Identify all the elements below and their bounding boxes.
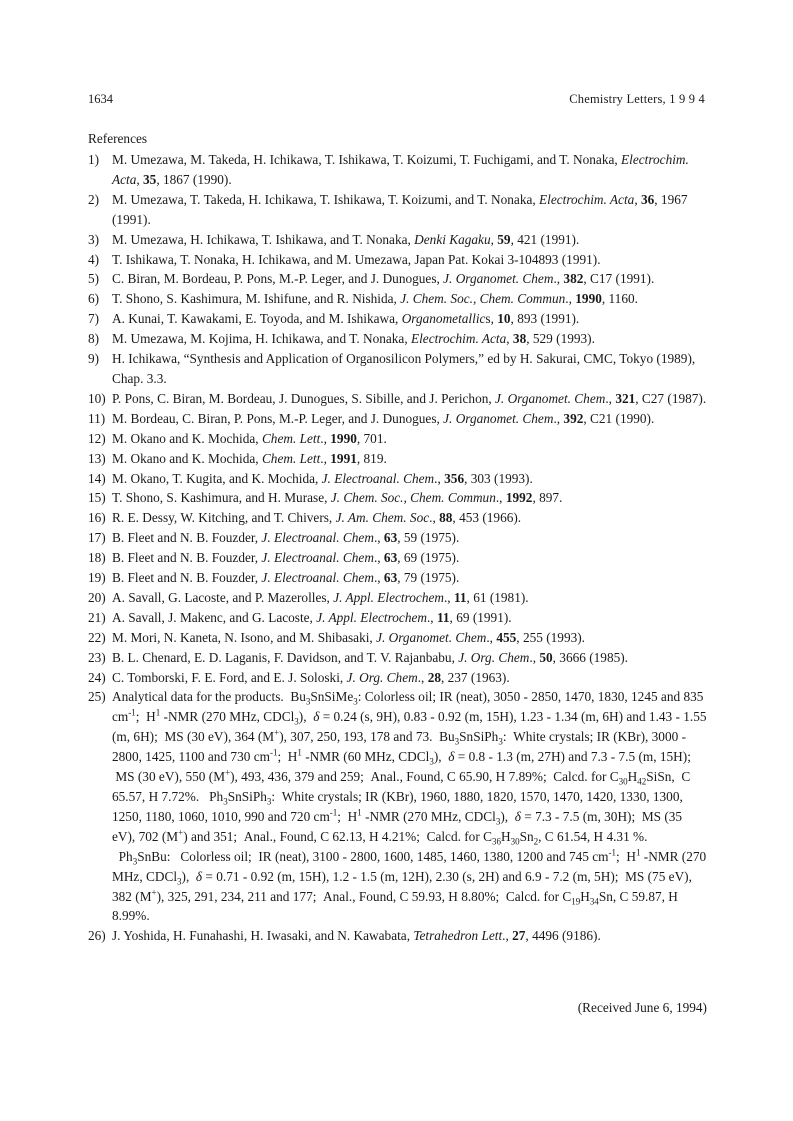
reference-item — [88, 429, 708, 449]
reference-item — [88, 269, 708, 289]
reference-number: 14) — [88, 470, 106, 486]
reference-number: 24) — [88, 669, 106, 685]
reference-number: 17) — [88, 530, 106, 546]
reference-number: 19) — [88, 570, 106, 586]
reference-number: 1) — [88, 152, 100, 167]
reference-number: 8) — [88, 331, 100, 347]
reference-item — [88, 389, 708, 409]
reference-item — [88, 329, 708, 349]
reference-text: J. Yoshida, H. Funahashi, H. Iwasaki, and N. Kawabata, Tetrahedron Lett., 27, 4496 (9186). — [112, 928, 601, 944]
reference-item — [88, 230, 708, 250]
reference-number: 18) — [88, 550, 106, 566]
reference-text: R. E. Dessy, W. Kitching, and T. Chivers, J. Am. Chem. Soc., 88, 453 (1966). — [112, 510, 522, 526]
reference-text: B. Fleet and N. B. Fouzder, J. Electroanal. Chem., 63, 59 (1975). — [112, 530, 460, 546]
reference-number: 25) — [88, 689, 106, 705]
reference-number: 26) — [88, 928, 106, 944]
reference-text: M. Mori, N. Kaneta, N. Isono, and M. Shibasaki, J. Organomet. Chem., 455, 255 (1993). — [112, 629, 585, 645]
reference-item — [88, 289, 708, 309]
reference-number: 12) — [88, 430, 106, 446]
reference-number: 4) — [88, 251, 100, 267]
reference-text: M. Umezawa, M. Kojima, H. Ichikawa, and T. Nonaka, Electrochim. Acta, 38, 529 (1993). — [112, 331, 595, 347]
reference-text: T. Ishikawa, T. Nonaka, H. Ichikawa, and M. Umezawa, Japan Pat. Kokai 3-104893 (1991). — [112, 251, 601, 267]
reference-item — [88, 668, 708, 688]
reference-number: 16) — [88, 510, 106, 526]
reference-item — [88, 250, 708, 270]
reference-item — [88, 548, 708, 568]
received-date: (Received June 6, 1994) — [577, 1000, 707, 1015]
reference-text: B. L. Chenard, E. D. Laganis, F. Davidson, and T. V. Rajanbabu, J. Org. Chem., 50, 3666 (1985). — [112, 649, 628, 665]
reference-number: 13) — [88, 450, 106, 466]
reference-item — [88, 309, 708, 329]
reference-item — [88, 469, 708, 489]
reference-number: 9) — [88, 351, 100, 367]
reference-item — [88, 488, 708, 508]
reference-number: 23) — [88, 649, 106, 665]
reference-number: 11) — [88, 410, 106, 426]
reference-item — [88, 588, 708, 608]
reference-item — [88, 449, 708, 469]
reference-text: M. Bordeau, C. Biran, P. Pons, M.-P. Leger, and J. Dunogues, J. Organomet. Chem., 392, C21 (1990). — [112, 410, 655, 426]
reference-item — [88, 648, 708, 668]
reference-text: A. Savall, G. Lacoste, and P. Mazerolles, J. Appl. Electrochem., 11, 61 (1981). — [112, 589, 529, 605]
reference-number: 3) — [88, 231, 100, 247]
reference-number: 15) — [88, 490, 106, 506]
reference-item — [88, 568, 708, 588]
reference-text: C. Tomborski, F. E. Ford, and E. J. Soloski, J. Org. Chem., 28, 237 (1963). — [112, 669, 510, 685]
reference-item — [88, 409, 708, 429]
reference-text: M. Okano, T. Kugita, and K. Mochida, J. Electroanal. Chem., 356, 303 (1993). — [112, 470, 533, 486]
reference-item — [88, 528, 708, 548]
reference-number: 10) — [88, 390, 106, 406]
reference-item — [88, 926, 708, 946]
reference-number: 7) — [88, 311, 100, 327]
reference-number: 21) — [88, 609, 106, 625]
reference-text: Analytical data for the products. $Bu_3SnSiMe_3$: Colorless oil; IR (neat), 3050 - 2850, 1470, 1830, 1245 and 835 $cm^{-1}$; $H^1$ -NMR (270 MHz, CDCl$_3$), δ = 0.24 (s, 9H), 0.83 - 0.92 (m, 15H), 1.23 - 1.34 (m, 6H) and 1.43 - 1.55 (m, 6H); MS (30 eV), 364 (M+), 307, 250, 193, 178 and 73. $Bu_3SnSiPh_3$: White crystals; IR (KBr), 3000 - 2800, 1425, 1100 and 730 $cm^{-1}$; $H^1$ -NMR (60 MHz, CDCl$_3$), δ = 0.8 - 1.3 (m, 27H) and 7.3 - 7.5 (m, 15H); MS (30 eV), 550 (M+), 493, 436, 379 and 259; Anal., Found, C 65.90, H 7.89%; Calcd. for $C_{30}H_{42}SiSn$, C 65.57, H 7.72%. $Ph_3SnSiPh_3$: White crystals; IR (KBr), 1960, 1880, 1820, 1570, 1470, 1420, 1330, 1300, 1250, 1180, 1060, 1010, 990 and 720 $cm^{-1}$; $H^1$ -NMR (270 MHz, CDCl$_3$), δ = 7.3 - 7.5 (m, 30H); MS (35 eV), 702 (M+) and 351; Anal., Found, C 62.13, H 4.21%; Calcd. for $C_{36}H_{30}Sn_2$, C 61.54, H 4.31 %. $Ph_3SnBu$: Colorless oil; IR (neat), 3100 - 2800, 1600, 1485, 1460, 1380, 1200 and 745 $cm^{-1}$; $H^1$ -NMR (270 MHz, CDCl$_3$), δ = 0.71 - 0.92 (m, 15H), 1.2 - 1.5 (m, 12H), 2.30 (s, 2H) and 6.9 - 7.2 (m, 5H); MS (75 eV), 382 (M+), 325, 291, 234, 211 and 177; Anal., Found, C 59.93, H 8.80%; Calcd. for $C_{19}H_{34}Sn$, C 59.87, H 8.99%. — [112, 689, 707, 924]
reference-item — [88, 508, 708, 528]
reference-text: A. Kunai, T. Kawakami, E. Toyoda, and M. Ishikawa, Organometallics, 10, 893 (1991). — [112, 311, 580, 327]
running-header: Chemistry Letters, 1 9 9 4 — [569, 92, 705, 106]
page-number: 1634 — [88, 92, 113, 106]
reference-item — [88, 608, 708, 628]
reference-text: H. Ichikawa, “Synthesis and Application of Organosilicon Polymers,” ed by H. Sakurai, CMC, Tokyo (1989), Chap. 3.3. — [112, 351, 696, 386]
reference-text: M. Umezawa, T. Takeda, H. Ichikawa, T. Ishikawa, T. Koizumi, and T. Nonaka, Electrochim. Acta, 36, 1967 (1991). — [112, 191, 688, 227]
reference-number: 6) — [88, 291, 100, 307]
reference-item — [88, 190, 708, 230]
reference-item — [88, 687, 708, 926]
reference-text: M. Okano and K. Mochida, Chem. Lett., 1990, 701. — [112, 430, 387, 446]
reference-text: P. Pons, C. Biran, M. Bordeau, J. Dunogues, S. Sibille, and J. Perichon, J. Organomet. Chem., 321, C27 (1987). — [112, 390, 707, 406]
reference-text: B. Fleet and N. B. Fouzder, J. Electroanal. Chem., 63, 69 (1975). — [112, 550, 460, 566]
reference-item — [88, 349, 708, 389]
reference-text: C. Biran, M. Bordeau, P. Pons, M.-P. Leger, and J. Dunogues, J. Organomet. Chem., 382, C17 (1991). — [112, 271, 655, 287]
reference-number: 22) — [88, 629, 106, 645]
reference-text: M. Umezawa, M. Takeda, H. Ichikawa, T. Ishikawa, T. Koizumi, T. Fuchigami, and T. Nonaka, Electrochim. Acta, 35, 1867 (1990). — [112, 152, 689, 187]
reference-number: 20) — [88, 589, 106, 605]
reference-item — [88, 628, 708, 648]
reference-text: M. Okano and K. Mochida, Chem. Lett., 1991, 819. — [112, 450, 387, 466]
reference-number: 2) — [88, 191, 100, 207]
reference-number: 5) — [88, 271, 100, 287]
reference-text: M. Umezawa, H. Ichikawa, T. Ishikawa, and T. Nonaka, Denki Kagaku, 59, 421 (1991). — [112, 231, 580, 247]
reference-text: T. Shono, S. Kashimura, M. Ishifune, and R. Nishida, J. Chem. Soc., Chem. Commun., 1990, 1160. — [112, 291, 638, 307]
reference-list — [88, 150, 708, 946]
reference-text: B. Fleet and N. B. Fouzder, J. Electroanal. Chem., 63, 79 (1975). — [112, 570, 460, 586]
reference-text: T. Shono, S. Kashimura, and H. Murase, J. Chem. Soc., Chem. Commun., 1992, 897. — [112, 490, 563, 506]
reference-text: A. Savall, J. Makenc, and G. Lacoste, J. Appl. Electrochem., 11, 69 (1991). — [112, 609, 512, 625]
references-heading: References — [88, 131, 148, 146]
reference-item — [88, 150, 708, 190]
